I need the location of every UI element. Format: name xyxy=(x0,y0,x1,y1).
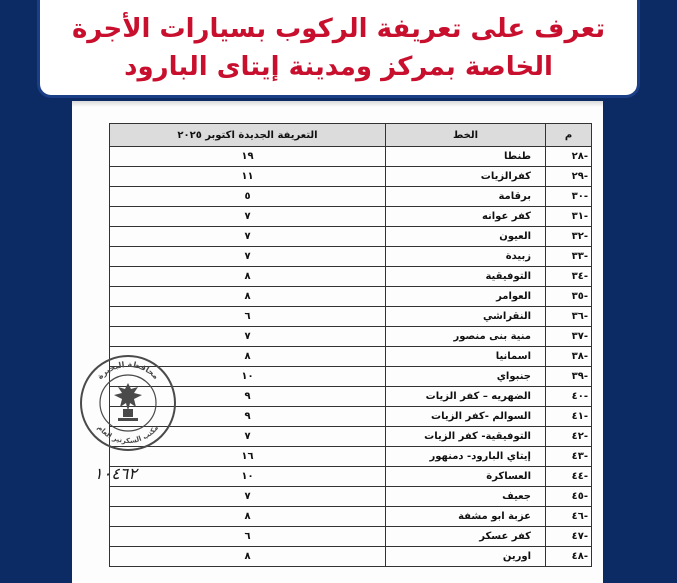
row-number-cell: -٣٩ xyxy=(546,367,592,387)
header-fare: التعريفة الجديدة اكتوبر ٢٠٢٥ xyxy=(110,124,386,147)
table-row xyxy=(110,207,592,227)
table-row xyxy=(110,467,592,487)
stamp-bottom-text: مكتب السكرتير العام xyxy=(95,423,161,446)
row-line-cell: إيتاي البارود- دمنهور xyxy=(386,447,546,467)
row-line-cell: الضهريه – كفر الزيات xyxy=(386,387,546,407)
header-number: م xyxy=(546,124,592,147)
row-line-cell: طنطا xyxy=(386,147,546,167)
table-row xyxy=(110,447,592,467)
table-row xyxy=(110,387,592,407)
row-line-cell: العوامر xyxy=(386,287,546,307)
row-fare-cell: ٨ xyxy=(110,347,386,367)
row-fare-cell: ٦ xyxy=(110,307,386,327)
table-row xyxy=(110,287,592,307)
row-fare-cell: ٦ xyxy=(110,527,386,547)
row-line-cell: التوفيقية- كفر الزيات xyxy=(386,427,546,447)
table-row xyxy=(110,547,592,567)
table-row xyxy=(110,527,592,547)
row-number-cell: -٤٥ xyxy=(546,487,592,507)
row-fare-cell: ٩ xyxy=(110,387,386,407)
row-line-cell: النقراشي xyxy=(386,307,546,327)
svg-text:محافظة البحيرة xyxy=(96,360,161,381)
row-number-cell: -٤٤ xyxy=(546,467,592,487)
row-line-cell: اسمانيا xyxy=(386,347,546,367)
row-number-cell: -٤٦ xyxy=(546,507,592,527)
row-line-cell: منية بنى منصور xyxy=(386,327,546,347)
title-banner xyxy=(37,0,640,98)
table-row xyxy=(110,507,592,527)
row-number-cell: -٢٩ xyxy=(546,167,592,187)
row-fare-cell: ٧ xyxy=(110,227,386,247)
table-row xyxy=(110,147,592,167)
row-fare-cell: ٥ xyxy=(110,187,386,207)
table-row xyxy=(110,247,592,267)
row-number-cell: -٤٢ xyxy=(546,427,592,447)
table-row xyxy=(110,227,592,247)
row-fare-cell: ١٦ xyxy=(110,447,386,467)
banner-title-line-2: الخاصة بمركز ومدينة إيتاى البارود xyxy=(124,51,553,82)
row-fare-cell: ٧ xyxy=(110,487,386,507)
table-row xyxy=(110,487,592,507)
tariff-document xyxy=(72,101,603,583)
table-row xyxy=(110,307,592,327)
government-seal-stamp xyxy=(78,353,178,453)
row-line-cell: العيون xyxy=(386,227,546,247)
table-row xyxy=(110,167,592,187)
table-row xyxy=(110,427,592,447)
row-line-cell: زبيدة xyxy=(386,247,546,267)
row-line-cell: السوالم -كفر الزيات xyxy=(386,407,546,427)
row-number-cell: -٤٣ xyxy=(546,447,592,467)
row-number-cell: -٣٥ xyxy=(546,287,592,307)
table-body xyxy=(110,147,592,567)
row-line-cell: التوفيقية xyxy=(386,267,546,287)
table-row xyxy=(110,407,592,427)
row-fare-cell: ١٩ xyxy=(110,147,386,167)
row-fare-cell: ٩ xyxy=(110,407,386,427)
row-number-cell: -٣٤ xyxy=(546,267,592,287)
row-number-cell: -٣٦ xyxy=(546,307,592,327)
row-line-cell: برقامة xyxy=(386,187,546,207)
tariff-table xyxy=(109,123,592,567)
row-line-cell: اورين xyxy=(386,547,546,567)
row-number-cell: -٣٧ xyxy=(546,327,592,347)
row-line-cell: عزبة ابو مشفة xyxy=(386,507,546,527)
table-row xyxy=(110,367,592,387)
row-fare-cell: ٨ xyxy=(110,287,386,307)
row-fare-cell: ١٠ xyxy=(110,467,386,487)
row-fare-cell: ٨ xyxy=(110,267,386,287)
row-number-cell: -٣٨ xyxy=(546,347,592,367)
header-line: الخط xyxy=(386,124,546,147)
svg-text:مكتب السكرتير العام xyxy=(96,424,160,445)
row-number-cell: -٤١ xyxy=(546,407,592,427)
table-row xyxy=(110,267,592,287)
row-number-cell: -٤٧ xyxy=(546,527,592,547)
table-row xyxy=(110,327,592,347)
table-row xyxy=(110,347,592,367)
row-number-cell: -٣٢ xyxy=(546,227,592,247)
row-fare-cell: ٨ xyxy=(110,507,386,527)
row-fare-cell: ٧ xyxy=(110,327,386,347)
row-line-cell: كفر عسكر xyxy=(386,527,546,547)
stamp-top-text: محافظة البحيرة xyxy=(95,359,161,382)
banner-title-line-1: تعرف على تعريفة الركوب بسيارات الأجرة xyxy=(71,13,606,44)
row-number-cell: -٤٠ xyxy=(546,387,592,407)
row-line-cell: جعيف xyxy=(386,487,546,507)
row-line-cell: جنبواي xyxy=(386,367,546,387)
row-number-cell: -٢٨ xyxy=(546,147,592,167)
table-header-row xyxy=(110,124,592,147)
row-line-cell: كفر عوانه xyxy=(386,207,546,227)
paper-top-shadow xyxy=(72,101,603,107)
row-line-cell: العساكرة xyxy=(386,467,546,487)
row-number-cell: -٣٣ xyxy=(546,247,592,267)
row-line-cell: كفرالزيات xyxy=(386,167,546,187)
row-number-cell: -٤٨ xyxy=(546,547,592,567)
row-fare-cell: ٧ xyxy=(110,247,386,267)
row-fare-cell: ١١ xyxy=(110,167,386,187)
row-number-cell: -٣١ xyxy=(546,207,592,227)
row-fare-cell: ١٠ xyxy=(110,367,386,387)
eagle-emblem-icon xyxy=(114,383,142,421)
table-row xyxy=(110,187,592,207)
row-fare-cell: ٧ xyxy=(110,207,386,227)
row-fare-cell: ٧ xyxy=(110,427,386,447)
row-number-cell: -٣٠ xyxy=(546,187,592,207)
row-fare-cell: ٨ xyxy=(110,547,386,567)
handwritten-reference-number: ١٠٤٦٢ xyxy=(94,464,137,483)
